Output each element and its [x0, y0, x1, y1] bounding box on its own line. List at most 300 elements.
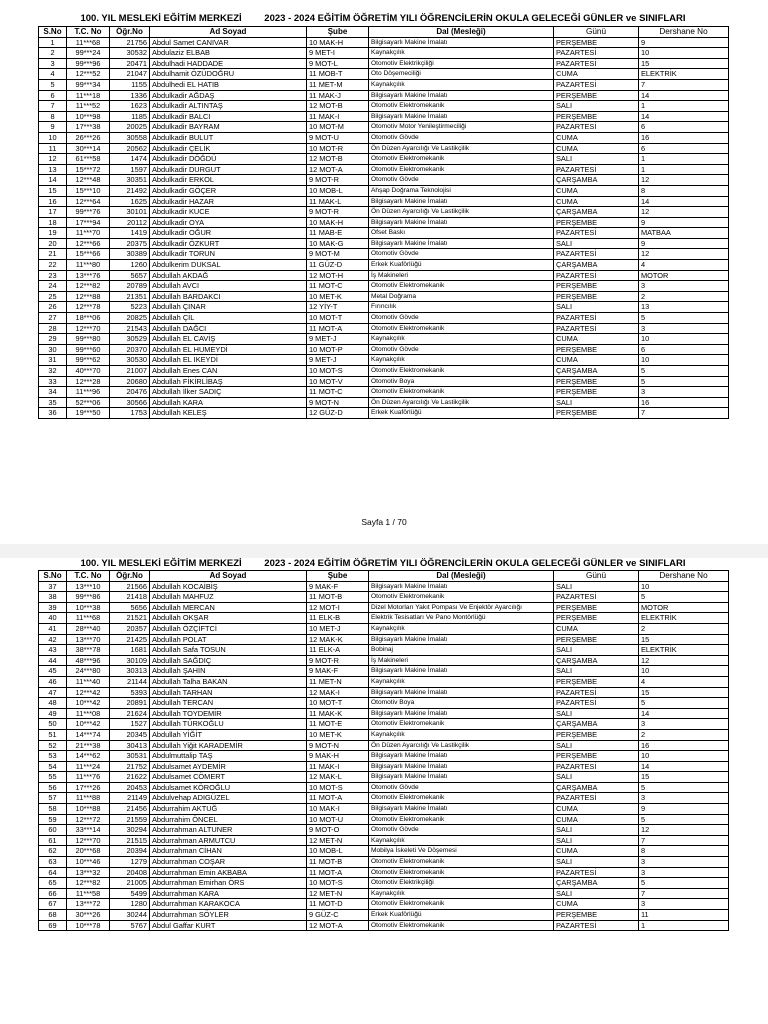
cell-dal: Ön Düzen Ayarcılığı Ve Lastikçilik	[369, 397, 554, 408]
table-row	[39, 581, 729, 592]
cell-ogrno: 30244	[110, 910, 150, 921]
cell-dershane: 10	[639, 666, 729, 677]
cell-adsoyad: Abdurrahman ALTUNER	[150, 825, 307, 836]
table-row	[39, 761, 729, 772]
cell-dal: Erkek Kuaförlüğü	[369, 408, 554, 419]
cell-gunu: PERŞEMBE	[554, 344, 639, 355]
cell-dal: Otomotiv Elektromekanik	[369, 920, 554, 931]
cell-dal: Erkek Kuaförlüğü	[369, 910, 554, 921]
cell-sno: 50	[39, 719, 67, 730]
cell-adsoyad: Abdulkerim DUKSAL	[150, 260, 307, 271]
cell-dal: Otomotiv Elektrikçiliği	[369, 58, 554, 69]
cell-adsoyad: Abdurrahman Emin AKBABA	[150, 867, 307, 878]
cell-tc: 12***82	[67, 281, 110, 292]
cell-sube: 12 MOT-A	[307, 920, 369, 931]
cell-dershane: 14	[639, 761, 729, 772]
cell-adsoyad: Abdullah TÜRKOĞLU	[150, 719, 307, 730]
cell-tc: 15***10	[67, 185, 110, 196]
cell-adsoyad: Abdurrahman KARA	[150, 888, 307, 899]
cell-adsoyad: Abdul Gaffar KURT	[150, 920, 307, 931]
cell-dal: Bilgisayarlı Makine İmalatı	[369, 634, 554, 645]
cell-tc: 11***68	[67, 37, 110, 48]
cell-gunu: SALI	[554, 101, 639, 112]
cell-dershane: 8	[639, 185, 729, 196]
cell-sno: 41	[39, 623, 67, 634]
cell-sno: 52	[39, 740, 67, 751]
cell-ogrno: 21566	[110, 581, 150, 592]
cell-gunu: CUMA	[554, 143, 639, 154]
cell-tc: 11***68	[67, 613, 110, 624]
cell-adsoyad: Abdurrahman KARAKOCA	[150, 899, 307, 910]
cell-dal: Bilgisayarlı Makine İmalatı	[369, 238, 554, 249]
table-row	[39, 920, 729, 931]
cell-sube: 9 MOT-O	[307, 825, 369, 836]
cell-sube: 9 MAK-F	[307, 666, 369, 677]
cell-ogrno: 30529	[110, 334, 150, 345]
page-number-footer: Sayfa 1 / 70	[361, 517, 407, 527]
cell-gunu: PAZARTESİ	[554, 58, 639, 69]
cell-dershane: 3	[639, 281, 729, 292]
cell-dal: Elektrik Tesisatları Ve Pano Montörlüğü	[369, 613, 554, 624]
cell-sube: 9 MET-J	[307, 355, 369, 366]
cell-dershane: 7	[639, 79, 729, 90]
cell-tc: 11***58	[67, 888, 110, 899]
cell-sno: 40	[39, 613, 67, 624]
cell-tc: 12***78	[67, 302, 110, 313]
cell-gunu: PERŞEMBE	[554, 634, 639, 645]
cell-ogrno: 1753	[110, 408, 150, 419]
cell-sno: 29	[39, 334, 67, 345]
cell-ogrno: 20680	[110, 376, 150, 387]
cell-dershane: 11	[639, 910, 729, 921]
cell-tc: 12***72	[67, 814, 110, 825]
cell-tc: 10***42	[67, 698, 110, 709]
cell-gunu: CUMA	[554, 69, 639, 80]
cell-gunu: ÇARŞAMBA	[554, 366, 639, 377]
cell-adsoyad: Abdullah OKŞAR	[150, 613, 307, 624]
cell-dal: Otomotiv Elektromekanik	[369, 154, 554, 165]
cell-dal: Otomotiv Gövde	[369, 132, 554, 143]
cell-ogrno: 20891	[110, 698, 150, 709]
table-row	[39, 122, 729, 133]
cell-sube: 11 MOT-B	[307, 592, 369, 603]
cell-gunu: PERŞEMBE	[554, 910, 639, 921]
cell-ogrno: 20370	[110, 344, 150, 355]
cell-sno: 54	[39, 761, 67, 772]
cell-tc: 15***72	[67, 164, 110, 175]
cell-gunu: PERŞEMBE	[554, 376, 639, 387]
cell-dal: Kaynakçılık	[369, 334, 554, 345]
cell-sno: 44	[39, 655, 67, 666]
cell-sno: 5	[39, 79, 67, 90]
cell-gunu: ÇARŞAMBA	[554, 260, 639, 271]
cell-gunu: PAZARTESİ	[554, 698, 639, 709]
cell-dal: Otomotiv Boya	[369, 376, 554, 387]
table-row	[39, 634, 729, 645]
table-row	[39, 79, 729, 90]
cell-dal: Otomotiv Motor Yenileştirmeciliği	[369, 122, 554, 133]
cell-dershane: ELEKTRİK	[639, 69, 729, 80]
cell-dershane: 2	[639, 291, 729, 302]
schedule-table	[38, 26, 729, 419]
cell-dal: Otomotiv Elektromekanik	[369, 899, 554, 910]
cell-sno: 67	[39, 899, 67, 910]
cell-dal: Otomotiv Gövde	[369, 313, 554, 324]
cell-ogrno: 5223	[110, 302, 150, 313]
cell-dal: Mobilya İskeleti Ve Döşemesi	[369, 846, 554, 857]
cell-dershane: MATBAA	[639, 228, 729, 239]
cell-dal: Kaynakçılık	[369, 79, 554, 90]
col-header-adsoyad: Ad Soyad	[150, 571, 307, 582]
col-header-sube: Şube	[307, 27, 369, 38]
cell-tc: 10***88	[67, 804, 110, 815]
cell-gunu: PAZARTESİ	[554, 687, 639, 698]
table-row	[39, 228, 729, 239]
cell-gunu: CUMA	[554, 185, 639, 196]
cell-ogrno: 21559	[110, 814, 150, 825]
cell-sno: 64	[39, 867, 67, 878]
cell-tc: 21***38	[67, 740, 110, 751]
cell-gunu: SALI	[554, 825, 639, 836]
cell-adsoyad: Abdullah ÖZÇİFTCİ	[150, 623, 307, 634]
cell-tc: 52***06	[67, 397, 110, 408]
cell-dershane: 5	[639, 814, 729, 825]
cell-tc: 24***80	[67, 666, 110, 677]
cell-tc: 99***34	[67, 79, 110, 90]
cell-sno: 18	[39, 217, 67, 228]
cell-gunu: CUMA	[554, 196, 639, 207]
cell-gunu: CUMA	[554, 334, 639, 345]
cell-dal: Otomotiv Elektromekanik	[369, 793, 554, 804]
cell-sube: 10 MOT-V	[307, 376, 369, 387]
table-row	[39, 835, 729, 846]
cell-sno: 51	[39, 729, 67, 740]
table-row	[39, 355, 729, 366]
cell-ogrno: 30294	[110, 825, 150, 836]
cell-dal: İş Makineleri	[369, 270, 554, 281]
table-row	[39, 334, 729, 345]
col-header-ogrno: Öğr.No	[110, 27, 150, 38]
cell-dal: Bilgisayarlı Makine İmalatı	[369, 217, 554, 228]
cell-sno: 65	[39, 878, 67, 889]
cell-ogrno: 30313	[110, 666, 150, 677]
cell-adsoyad: Abdulkadir ALTINTAŞ	[150, 101, 307, 112]
cell-gunu: SALI	[554, 645, 639, 656]
cell-sno: 45	[39, 666, 67, 677]
cell-tc: 13***32	[67, 867, 110, 878]
cell-dal: Ön Düzen Ayarcılığı Ve Lastikçilik	[369, 740, 554, 751]
table-body	[39, 37, 729, 418]
cell-sno: 4	[39, 69, 67, 80]
cell-dal: Bilgisayarlı Makine İmalatı	[369, 804, 554, 815]
table-row	[39, 676, 729, 687]
cell-sube: 10 MAK-I	[307, 804, 369, 815]
table-row	[39, 772, 729, 783]
cell-dershane: 1	[639, 101, 729, 112]
cell-adsoyad: Abdurrahim ÖNCEL	[150, 814, 307, 825]
cell-sube: 9 MOT-M	[307, 249, 369, 260]
cell-adsoyad: Abdullah EL IKEYDİ	[150, 355, 307, 366]
cell-adsoyad: Abdulkadir ERKOL	[150, 175, 307, 186]
cell-sno: 19	[39, 228, 67, 239]
cell-sube: 11 GÜZ-D	[307, 260, 369, 271]
cell-gunu: ÇARŞAMBA	[554, 655, 639, 666]
cell-sube: 10 MOT-S	[307, 366, 369, 377]
cell-adsoyad: Abdulkadir BULUT	[150, 132, 307, 143]
cell-tc: 11***88	[67, 793, 110, 804]
cell-dal: Kaynakçılık	[369, 888, 554, 899]
cell-dal: Otomotiv Gövde	[369, 249, 554, 260]
cell-dershane: MOTOR	[639, 270, 729, 281]
cell-dal: Otomotiv Elektromekanik	[369, 366, 554, 377]
cell-adsoyad: Abdurrahman CİHAN	[150, 846, 307, 857]
cell-dal: Otomotiv Elektromekanik	[369, 719, 554, 730]
cell-ogrno: 30531	[110, 751, 150, 762]
table-row	[39, 270, 729, 281]
col-header-adsoyad: Ad Soyad	[150, 27, 307, 38]
cell-sno: 30	[39, 344, 67, 355]
cell-sno: 55	[39, 772, 67, 783]
cell-sube: 9 GÜZ-C	[307, 910, 369, 921]
cell-ogrno: 5499	[110, 888, 150, 899]
cell-dershane: 2	[639, 623, 729, 634]
cell-ogrno: 21007	[110, 366, 150, 377]
cell-adsoyad: Abdullah KELEŞ	[150, 408, 307, 419]
cell-sube: 11 MAK-J	[307, 90, 369, 101]
cell-adsoyad: Abdullah FİKİRLİBAŞ	[150, 376, 307, 387]
cell-ogrno: 1625	[110, 196, 150, 207]
cell-adsoyad: Abdullah Safa TOSUN	[150, 645, 307, 656]
cell-tc: 10***42	[67, 719, 110, 730]
cell-tc: 18***06	[67, 313, 110, 324]
table-row	[39, 387, 729, 398]
cell-dershane: MOTOR	[639, 602, 729, 613]
cell-tc: 99***86	[67, 592, 110, 603]
page-title	[38, 558, 728, 569]
cell-sube: 11 MAK-L	[307, 196, 369, 207]
cell-dershane: 5	[639, 878, 729, 889]
cell-sno: 47	[39, 687, 67, 698]
cell-sno: 57	[39, 793, 67, 804]
cell-tc: 17***38	[67, 122, 110, 133]
cell-ogrno: 20375	[110, 238, 150, 249]
cell-gunu: PAZARTESİ	[554, 79, 639, 90]
cell-gunu: PERŞEMBE	[554, 602, 639, 613]
cell-dal: Kaynakçılık	[369, 729, 554, 740]
cell-adsoyad: Abdullah TOYDEMİR	[150, 708, 307, 719]
cell-adsoyad: Abdul Samet CANIVAR	[150, 37, 307, 48]
cell-sno: 42	[39, 634, 67, 645]
cell-ogrno: 20112	[110, 217, 150, 228]
cell-ogrno: 30389	[110, 249, 150, 260]
cell-sube: 12 MAK-K	[307, 634, 369, 645]
cell-gunu: PAZARTESİ	[554, 228, 639, 239]
cell-sno: 61	[39, 835, 67, 846]
col-header-ogrno: Öğr.No	[110, 571, 150, 582]
cell-adsoyad: Abdullah DAĞCI	[150, 323, 307, 334]
cell-tc: 99***60	[67, 344, 110, 355]
cell-dal: Bilgisayarlı Makine İmalatı	[369, 708, 554, 719]
cell-adsoyad: Abdullah KARA	[150, 397, 307, 408]
cell-tc: 10***46	[67, 857, 110, 868]
cell-sube: 9 MOT-N	[307, 740, 369, 751]
cell-sno: 38	[39, 592, 67, 603]
cell-sno: 13	[39, 164, 67, 175]
cell-tc: 11***40	[67, 676, 110, 687]
cell-sno: 53	[39, 751, 67, 762]
cell-dal: Otomotiv Gövde	[369, 175, 554, 186]
cell-dershane: 5	[639, 782, 729, 793]
cell-adsoyad: Abdullah MAHFUZ	[150, 592, 307, 603]
cell-adsoyad: Abdullah YİĞİT	[150, 729, 307, 740]
table-row	[39, 344, 729, 355]
table-row	[39, 698, 729, 709]
table-row	[39, 708, 729, 719]
cell-tc: 13***10	[67, 581, 110, 592]
cell-adsoyad: Abdullah Yiğit KARADEMİR	[150, 740, 307, 751]
cell-gunu: CUMA	[554, 846, 639, 857]
cell-dal: Kaynakçılık	[369, 623, 554, 634]
cell-dershane: 3	[639, 387, 729, 398]
cell-ogrno: 30351	[110, 175, 150, 186]
cell-dershane: ELEKTRİK	[639, 645, 729, 656]
cell-tc: 11***18	[67, 90, 110, 101]
table-row	[39, 313, 729, 324]
table-row	[39, 376, 729, 387]
cell-sno: 7	[39, 101, 67, 112]
cell-tc: 61***58	[67, 154, 110, 165]
cell-dershane: 1	[639, 164, 729, 175]
cell-gunu: PERŞEMBE	[554, 111, 639, 122]
cell-gunu: SALI	[554, 740, 639, 751]
cell-gunu: CUMA	[554, 355, 639, 366]
cell-sube: 11 MOT-A	[307, 323, 369, 334]
cell-sno: 37	[39, 581, 67, 592]
cell-tc: 99***76	[67, 207, 110, 218]
cell-dal: Ofset Baskı	[369, 228, 554, 239]
cell-sube: 12 MOT-H	[307, 270, 369, 281]
cell-dershane: 6	[639, 143, 729, 154]
cell-adsoyad: Abdullah ŞAHİN	[150, 666, 307, 677]
table-row	[39, 323, 729, 334]
cell-sube: 10 MOB-L	[307, 846, 369, 857]
cell-adsoyad: Abdulkadir TORUN	[150, 249, 307, 260]
cell-dal: İş Makineleri	[369, 655, 554, 666]
cell-gunu: PAZARTESİ	[554, 164, 639, 175]
cell-tc: 30***14	[67, 143, 110, 154]
cell-sno: 11	[39, 143, 67, 154]
cell-adsoyad: Abdulkadir AĞDAŞ	[150, 90, 307, 101]
cell-gunu: PAZARTESİ	[554, 48, 639, 59]
cell-dershane: 8	[639, 846, 729, 857]
table-row	[39, 719, 729, 730]
cell-dal: Bilgisayarlı Makine İmalatı	[369, 90, 554, 101]
cell-sube: 9 MET-I	[307, 48, 369, 59]
cell-adsoyad: Abdulhamit ÖZÜDOĞRU	[150, 69, 307, 80]
cell-tc: 38***78	[67, 645, 110, 656]
table-row	[39, 366, 729, 377]
cell-sno: 21	[39, 249, 67, 260]
cell-ogrno: 30530	[110, 355, 150, 366]
cell-sube: 11 MAK-K	[307, 708, 369, 719]
cell-ogrno: 21149	[110, 793, 150, 804]
cell-dal: Otomotiv Elektromekanik	[369, 857, 554, 868]
cell-sno: 39	[39, 602, 67, 613]
cell-dal: Otomotiv Gövde	[369, 782, 554, 793]
table-row	[39, 793, 729, 804]
table-row	[39, 867, 729, 878]
cell-sube: 10 MOT-M	[307, 122, 369, 133]
table-row	[39, 154, 729, 165]
table-row	[39, 291, 729, 302]
cell-sno: 63	[39, 857, 67, 868]
school-name: 100. YIL MESLEKİ EĞİTİM MERKEZİ	[80, 13, 242, 24]
cell-ogrno: 1527	[110, 719, 150, 730]
cell-dal: Otomotiv Elektromekanik	[369, 387, 554, 398]
cell-gunu: PERŞEMBE	[554, 729, 639, 740]
table-header-row	[39, 27, 729, 38]
cell-sube: 11 MAB-E	[307, 228, 369, 239]
cell-ogrno: 21756	[110, 37, 150, 48]
table-row	[39, 623, 729, 634]
cell-dershane: 3	[639, 793, 729, 804]
cell-gunu: PERŞEMBE	[554, 408, 639, 419]
cell-ogrno: 21425	[110, 634, 150, 645]
cell-dershane: 10	[639, 751, 729, 762]
cell-tc: 13***76	[67, 270, 110, 281]
table-row	[39, 281, 729, 292]
cell-sno: 60	[39, 825, 67, 836]
table-row	[39, 899, 729, 910]
cell-gunu: PAZARTESİ	[554, 249, 639, 260]
cell-adsoyad: Abdulkadir OĞUR	[150, 228, 307, 239]
cell-adsoyad: Abdullah Talha BAKAN	[150, 676, 307, 687]
cell-gunu: ÇARŞAMBA	[554, 175, 639, 186]
cell-gunu: PERŞEMBE	[554, 676, 639, 687]
cell-sno: 43	[39, 645, 67, 656]
table-row	[39, 408, 729, 419]
cell-sno: 17	[39, 207, 67, 218]
cell-sube: 11 MAK-I	[307, 761, 369, 772]
cell-sube: 12 MET-N	[307, 888, 369, 899]
cell-tc: 48***96	[67, 655, 110, 666]
cell-ogrno: 5656	[110, 602, 150, 613]
cell-sube: 9 MAK-H	[307, 751, 369, 762]
cell-tc: 99***80	[67, 334, 110, 345]
table-row	[39, 592, 729, 603]
cell-sno: 56	[39, 782, 67, 793]
cell-dershane: 2	[639, 729, 729, 740]
cell-gunu: SALI	[554, 888, 639, 899]
col-header-dershane: Dershane No	[639, 571, 729, 582]
cell-sube: 10 MOT-P	[307, 344, 369, 355]
cell-dershane: 1	[639, 920, 729, 931]
cell-adsoyad: Abdulsamet KÖROĞLU	[150, 782, 307, 793]
table-row	[39, 90, 729, 101]
cell-tc: 15***66	[67, 249, 110, 260]
cell-adsoyad: Abdulkadir DURGUT	[150, 164, 307, 175]
cell-ogrno: 21543	[110, 323, 150, 334]
cell-tc: 11***76	[67, 772, 110, 783]
table-row	[39, 751, 729, 762]
cell-sube: 10 MAK-G	[307, 238, 369, 249]
cell-ogrno: 21144	[110, 676, 150, 687]
cell-adsoyad: Abdulkadir OYA	[150, 217, 307, 228]
cell-ogrno: 1279	[110, 857, 150, 868]
cell-sno: 10	[39, 132, 67, 143]
cell-gunu: CUMA	[554, 623, 639, 634]
table-row	[39, 111, 729, 122]
